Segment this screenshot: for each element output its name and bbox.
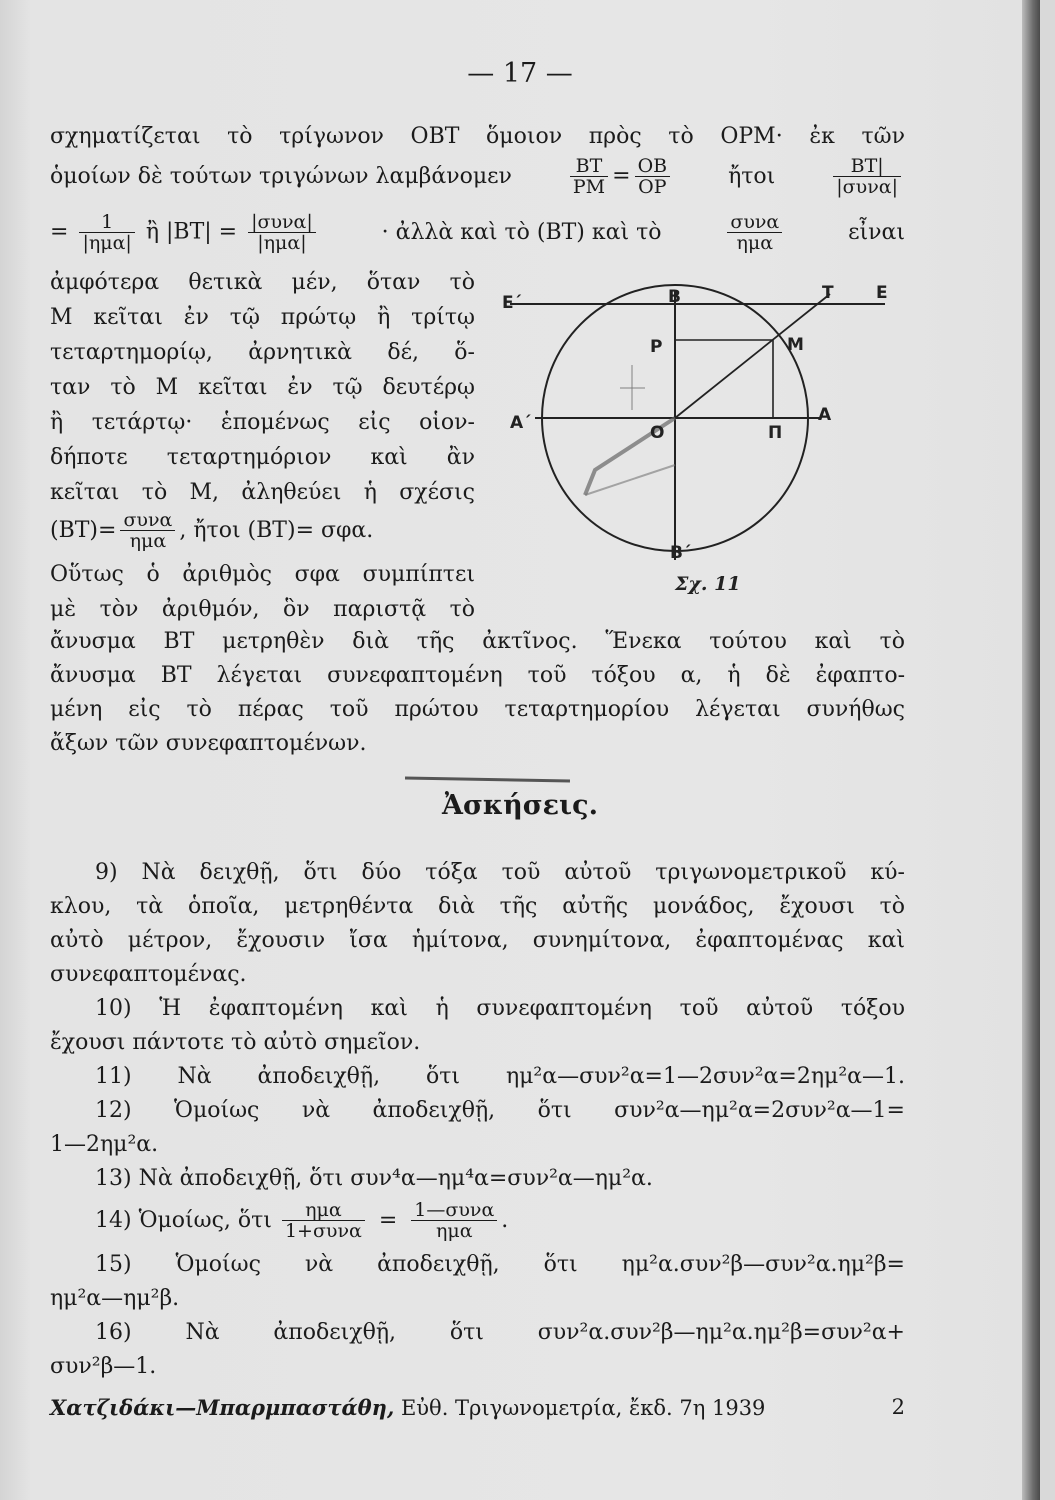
fraction [248, 212, 316, 253]
numerator: ΟΒ [635, 156, 671, 177]
numerator: συνα [727, 212, 782, 233]
text-segment: 14) Ὁμοίως, ὅτι [95, 1207, 272, 1233]
label-A-prime: Α΄ [510, 413, 531, 433]
numerator: ημα [282, 1200, 365, 1221]
text-line: Μ κεῖται ἐν τῷ πρώτῳ ἢ τρίτῳ [50, 305, 475, 330]
text-segment: (ΒΤ)= [50, 517, 117, 543]
label-Pi: Π [768, 423, 783, 443]
footer-title: Εὐθ. Τριγωνομετρία, ἔκδ. 7η 1939 [400, 1396, 766, 1420]
formula [50, 212, 320, 253]
label-M: Μ [787, 335, 804, 355]
page-edge-shadow [1022, 0, 1040, 1500]
exercise-14 [50, 1200, 950, 1241]
label-E: Ε [876, 283, 888, 303]
text-line: ταν τὸ Μ κεῖται ἐν τῷ δευτέρῳ [50, 375, 475, 400]
denominator: |συνα| [836, 176, 898, 198]
exercise-11: 11) Νὰ ἀποδειχθῇ, ὅτι ημ²α—συν²α=1—2συν²α=2ημ²α—1. [95, 1064, 905, 1089]
text-segment: ἤτοι [728, 163, 776, 189]
figure-unit-circle [500, 270, 900, 610]
text-line: τεταρτημορίῳ, ἀρνητικὰ δέ, ὅ- [50, 340, 475, 365]
text-line: ἀμφότερα θετικὰ μέν, ὅταν τὸ [50, 270, 475, 295]
fraction [833, 156, 901, 197]
numerator: συνα [120, 510, 175, 531]
equals: = [612, 163, 631, 189]
fraction [635, 156, 671, 197]
label-P: Ρ [650, 337, 663, 357]
denominator: ΡΜ [572, 176, 606, 198]
fraction [411, 1200, 497, 1241]
exercise-15-line: ημ²α—ημ²β. [50, 1286, 180, 1311]
exercise-9-line: αὐτὸ μέτρον, ἔχουσιν ἴσα ἡμίτονα, συνημίτονα, ἐφαπτομένας καὶ [50, 928, 905, 953]
text-line: κεῖται τὸ Μ, ἀληθεύει ἡ σχέσις [50, 480, 475, 505]
footer-sheet-number: 2 [891, 1395, 905, 1419]
denominator: 1+συνα [284, 1220, 362, 1242]
period: . [501, 1207, 509, 1233]
pencil-underline [405, 777, 570, 783]
text-line: δήποτε τεταρτημόριον καὶ ἂν [50, 445, 475, 470]
numerator: |συνα| [248, 212, 316, 233]
denominator: |ημα| [257, 232, 307, 254]
text-line: μὲ τὸν ἀριθμόν, ὃν παριστᾷ τὸ [50, 597, 475, 622]
label-B: Β [668, 287, 681, 307]
denominator: ΟΡ [638, 176, 667, 198]
label-E-prime: Ε΄ [502, 293, 522, 313]
exercise-13: 13) Νὰ ἀποδειχθῇ, ὅτι συν⁴α—ημ⁴α=συν²α—ημ²α. [95, 1166, 653, 1191]
text-line: Οὕτως ὁ ἀριθμὸς σφα συμπίπτει [50, 562, 475, 587]
exercise-9-line: συνεφαπτομένας. [50, 962, 247, 987]
text-segment: ὁμοίων δὲ τούτων τριγώνων λαμβάνομεν [50, 163, 512, 189]
exercise-10-line: 10) Ἡ ἐφαπτομένη καὶ ἡ συνεφαπτομένη τοῦ αὐτοῦ τόξου [95, 996, 905, 1021]
fraction [282, 1200, 365, 1241]
numerator: ΒΤ [570, 156, 608, 177]
section-heading: Ἀσκήσεις. [442, 790, 598, 821]
text-line-fractions [50, 212, 905, 253]
exercise-16-line: 16) Νὰ ἀποδειχθῇ, ὅτι συν²α.συν²β—ημ²α.ημ²β=συν²α+ [95, 1320, 905, 1345]
exercise-16-line: συν²β—1. [50, 1354, 157, 1379]
text-segment: , ἤτοι (ΒΤ)= σφα. [179, 517, 374, 543]
fraction [727, 212, 782, 253]
figure-caption: Σχ. 11 [675, 573, 741, 595]
numerator: ΒΤ| [833, 156, 901, 177]
denominator: ημα [736, 232, 774, 254]
denominator: |ημα| [82, 232, 132, 254]
denominator: ημα [129, 530, 167, 552]
text-segment: εἶναι [848, 219, 905, 245]
label-T: Τ [822, 283, 834, 303]
denominator: ημα [436, 1220, 473, 1242]
page-footer [50, 1395, 905, 1420]
text-line: ἄνυσμα ΒΤ μετρηθὲν διὰ τῆς ἀκτῖνος. Ἕνεκα τούτου καὶ τὸ [50, 629, 905, 654]
exercise-9-line: κλου, τὰ ὁποῖα, μετρηθέντα διὰ τῆς αὐτῆς μονάδος, ἔχουσι τὸ [50, 894, 905, 919]
page-number: — 17 — [467, 58, 573, 89]
exercise-12-line: 1—2ημ²α. [50, 1132, 159, 1157]
footer-citation [50, 1395, 765, 1420]
fraction [120, 510, 175, 551]
exercise-15-line: 15) Ὁμοίως νὰ ἀποδειχθῇ, ὅτι ημ²α.συν²β—συν²α.ημ²β= [95, 1252, 905, 1277]
label-B-prime: Β΄ [670, 543, 691, 563]
text-line: ἄνυσμα ΒΤ λέγεται συνεφαπτομένη τοῦ τόξου α, ἡ δὲ ἐφαπτο- [50, 663, 905, 688]
text-line-fractions [50, 156, 905, 197]
exercise-12-line: 12) Ὁμοίως νὰ ἀποδειχθῇ, ὅτι συν²α—ημ²α=2συν²α—1= [95, 1098, 905, 1123]
text-line: μένη εἰς τὸ πέρας τοῦ πρώτου τεταρτημορίου λέγεται συνήθως [50, 697, 905, 722]
equals: = [50, 219, 69, 245]
label-O: Ο [650, 423, 665, 443]
text-line: ἄξων τῶν συνεφαπτομένων. [50, 731, 367, 756]
text-line: σχηματίζεται τὸ τρίγωνον ΟΒΤ ὅμοιον πρὸς τὸ ΟΡΜ· ἐκ τῶν [50, 124, 905, 149]
relation-line [50, 510, 475, 551]
exercise-9-line: 9) Νὰ δειχθῇ, ὅτι δύο τόξα τοῦ αὐτοῦ τριγωνομετρικοῦ κύ- [95, 860, 905, 885]
numerator: 1—συνα [411, 1200, 497, 1221]
fraction [570, 156, 608, 197]
formula [566, 156, 674, 197]
text-line: ἢ τετάρτῳ· ἑπομένως εἰς οἱον- [50, 410, 475, 435]
exercise-10-line: ἔχουσι πάντοτε τὸ αὐτὸ σημεῖον. [50, 1030, 421, 1055]
numerator: 1 [79, 212, 134, 233]
text-segment: · ἀλλὰ καὶ τὸ (ΒΤ) καὶ τὸ [381, 219, 662, 245]
text-segment: ἢ |ΒΤ| = [145, 219, 238, 245]
fraction [79, 212, 134, 253]
equals: = [378, 1207, 398, 1233]
footer-authors: Χατζιδάκι—Μπαρμπαστάθη, [50, 1395, 395, 1420]
label-A: Α [818, 405, 832, 425]
